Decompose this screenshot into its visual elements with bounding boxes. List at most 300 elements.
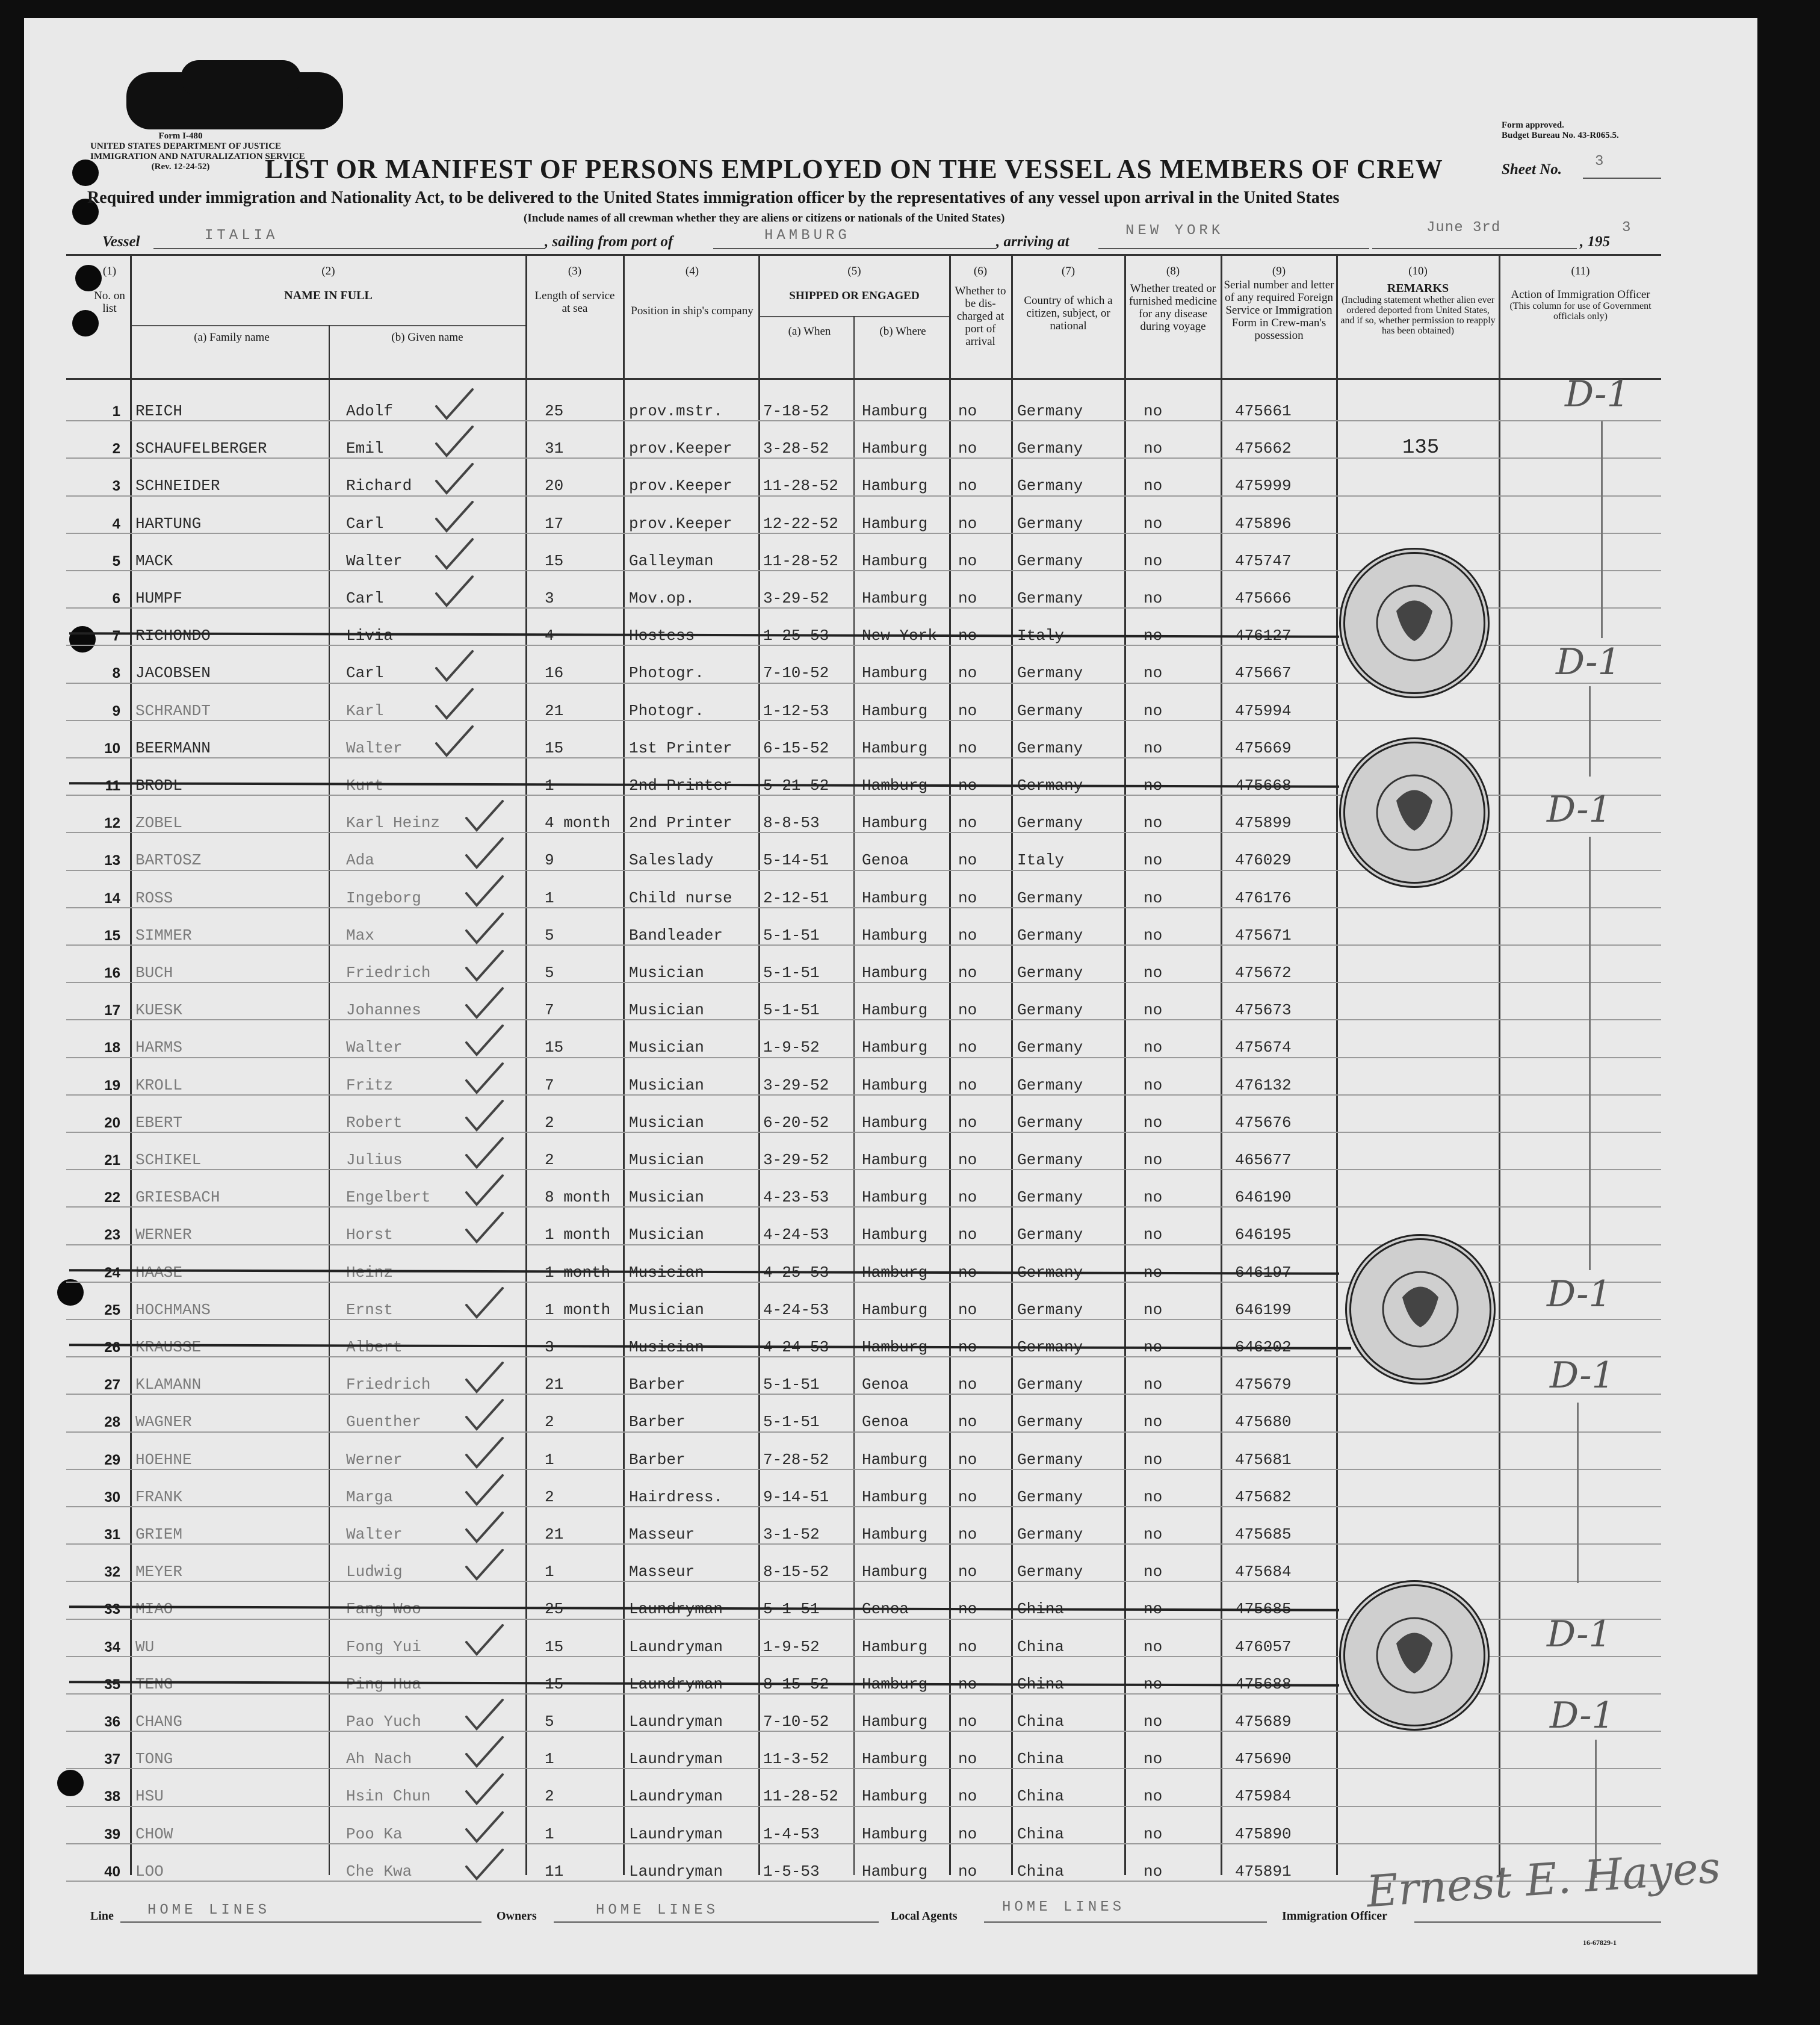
cell-medicine: no bbox=[1144, 888, 1163, 907]
cell-serial: 475896 bbox=[1235, 514, 1292, 533]
cell-where: Hamburg bbox=[862, 739, 928, 757]
col10-header bbox=[1339, 265, 1497, 336]
cell-service: 1 bbox=[545, 888, 554, 907]
col7-header bbox=[1014, 265, 1122, 332]
action-bracket bbox=[1589, 686, 1591, 777]
row-divider bbox=[66, 1543, 1661, 1545]
page-title: LIST OR MANIFEST OF PERSONS EMPLOYED ON THE VESSEL AS MEMBERS OF CREW bbox=[265, 154, 1443, 184]
cell-medicine: no bbox=[1144, 1675, 1163, 1693]
cell-family: WAGNER bbox=[135, 1413, 192, 1431]
cell-country: Germany bbox=[1017, 1151, 1083, 1169]
col5b-header: (b) Where bbox=[879, 325, 926, 338]
cell-given: Horst bbox=[346, 1226, 394, 1244]
cell-where: Hamburg bbox=[862, 888, 928, 907]
cell-discharged: no bbox=[958, 1375, 977, 1394]
cell-country: Germany bbox=[1017, 1338, 1083, 1356]
col-divider bbox=[853, 316, 855, 1875]
cell-service: 5 bbox=[545, 964, 554, 982]
cell-family: CHANG bbox=[135, 1713, 183, 1731]
cell-serial: 475685 bbox=[1235, 1525, 1292, 1543]
officer-signature: Ernest E. Hayes bbox=[1364, 1841, 1722, 1917]
cell-medicine: no bbox=[1144, 814, 1163, 833]
cell-discharged: no bbox=[958, 851, 977, 870]
cell-position: Laundryman bbox=[629, 1862, 723, 1881]
check-mark-icon bbox=[463, 1847, 506, 1884]
row-number: 13 bbox=[104, 852, 120, 869]
cell-where: Genoa bbox=[862, 851, 909, 870]
cell-serial: 475681 bbox=[1235, 1450, 1292, 1469]
cell-country: Italy bbox=[1017, 851, 1065, 870]
cell-country: Germany bbox=[1017, 514, 1083, 533]
check-mark-icon bbox=[433, 537, 475, 573]
cell-country: Germany bbox=[1017, 477, 1083, 495]
cell-service: 31 bbox=[545, 439, 564, 458]
cell-country: Germany bbox=[1017, 402, 1083, 420]
cell-country: Germany bbox=[1017, 777, 1083, 795]
row-number: 29 bbox=[104, 1451, 120, 1468]
cell-service: 11 bbox=[545, 1862, 564, 1881]
cell-serial: 475689 bbox=[1235, 1713, 1292, 1731]
cell-where: Hamburg bbox=[862, 1263, 928, 1282]
cell-family: LOO bbox=[135, 1862, 164, 1881]
cell-when: 11-28-52 bbox=[763, 551, 838, 570]
punch-hole bbox=[57, 1770, 84, 1796]
cell-service: 1 month bbox=[545, 1226, 611, 1244]
row-divider bbox=[66, 982, 1661, 983]
cell-medicine: no bbox=[1144, 701, 1163, 720]
cell-family: MIAO bbox=[135, 1600, 173, 1619]
cell-serial: 475688 bbox=[1235, 1675, 1292, 1693]
cell-medicine: no bbox=[1144, 1113, 1163, 1132]
cell-discharged: no bbox=[958, 1001, 977, 1020]
cell-family: BRODL bbox=[135, 777, 183, 795]
check-mark-icon bbox=[463, 1211, 506, 1247]
col6-number: (6) bbox=[973, 265, 988, 278]
row-number: 11 bbox=[105, 778, 120, 794]
revision: (Rev. 12-24-52) bbox=[151, 162, 210, 172]
cell-position: Laundryman bbox=[629, 1600, 723, 1619]
cell-service: 7 bbox=[545, 1076, 554, 1094]
cell-where: Hamburg bbox=[862, 814, 928, 833]
cell-when: 4-24-53 bbox=[763, 1338, 829, 1356]
row-number: 31 bbox=[104, 1527, 120, 1543]
cell-discharged: no bbox=[958, 514, 977, 533]
cell-country: Germany bbox=[1017, 664, 1083, 683]
col5a-header: (a) When bbox=[788, 325, 831, 338]
footer-agents-value: HOME LINES bbox=[1002, 1899, 1125, 1915]
check-mark-icon bbox=[463, 1099, 506, 1135]
col9-header bbox=[1223, 265, 1335, 342]
cell-family: HOCHMANS bbox=[135, 1300, 211, 1319]
cell-position: Musician bbox=[629, 1038, 704, 1057]
cell-family: TONG bbox=[135, 1750, 173, 1769]
cell-discharged: no bbox=[958, 477, 977, 495]
cell-service: 1 bbox=[545, 1563, 554, 1581]
cell-family: KROLL bbox=[135, 1076, 183, 1094]
cell-given: Fong Yui bbox=[346, 1637, 421, 1656]
cell-given: Werner bbox=[346, 1450, 403, 1469]
cell-medicine: no bbox=[1144, 1825, 1163, 1843]
check-mark-icon bbox=[433, 462, 475, 498]
year-prefix: , 195 bbox=[1580, 234, 1610, 250]
cell-serial: 475673 bbox=[1235, 1001, 1292, 1020]
cell-country: Germany bbox=[1017, 1563, 1083, 1581]
cell-when: 1-5-53 bbox=[763, 1862, 820, 1881]
col3-number: (3) bbox=[568, 265, 582, 278]
cell-medicine: no bbox=[1144, 777, 1163, 795]
cell-family: KRAUSSE bbox=[135, 1338, 202, 1356]
cell-medicine: no bbox=[1144, 1375, 1163, 1394]
row-number: 9 bbox=[112, 702, 120, 719]
cell-given: Walter bbox=[346, 739, 403, 757]
row-number: 2 bbox=[112, 441, 120, 457]
cell-serial: 475669 bbox=[1235, 739, 1292, 757]
cell-discharged: no bbox=[958, 402, 977, 420]
cell-family: FRANK bbox=[135, 1487, 183, 1506]
cell-when: 5-1-51 bbox=[763, 964, 820, 982]
cell-discharged: no bbox=[958, 888, 977, 907]
cell-service: 2 bbox=[545, 1787, 554, 1806]
cell-when: 11-28-52 bbox=[763, 1787, 838, 1806]
consulate-stamp bbox=[1339, 548, 1490, 698]
check-mark-icon bbox=[433, 500, 475, 536]
cell-position: 1st Printer bbox=[629, 739, 732, 757]
cell-given: Heinz bbox=[346, 1263, 394, 1282]
cell-where: Hamburg bbox=[862, 477, 928, 495]
row-number: 38 bbox=[104, 1788, 120, 1805]
arrival-port: NEW YORK bbox=[1125, 223, 1224, 239]
check-mark-icon bbox=[463, 1436, 506, 1472]
cell-service: 1 bbox=[545, 1450, 554, 1469]
row-number: 20 bbox=[104, 1114, 120, 1131]
cell-medicine: no bbox=[1144, 439, 1163, 458]
cell-country: Germany bbox=[1017, 1263, 1083, 1282]
form-number: Form I-480 bbox=[158, 131, 203, 141]
cell-discharged: no bbox=[958, 926, 977, 944]
row-number: 18 bbox=[104, 1040, 120, 1056]
cell-when: 5-1-51 bbox=[763, 1413, 820, 1431]
cell-when: 4-23-53 bbox=[763, 1188, 829, 1207]
cell-where: Hamburg bbox=[862, 1076, 928, 1094]
footer-owners-label: Owners bbox=[497, 1909, 537, 1923]
cell-serial: 475668 bbox=[1235, 777, 1292, 795]
col-divider bbox=[1336, 256, 1338, 1875]
row-divider bbox=[66, 1394, 1661, 1395]
footer-rule bbox=[984, 1921, 1267, 1923]
cell-medicine: no bbox=[1144, 926, 1163, 944]
cell-discharged: no bbox=[958, 739, 977, 757]
cell-medicine: no bbox=[1144, 514, 1163, 533]
row-number: 3 bbox=[112, 478, 120, 495]
cell-given: Johannes bbox=[346, 1001, 421, 1020]
cell-medicine: no bbox=[1144, 1750, 1163, 1769]
cell-given: Walter bbox=[346, 551, 403, 570]
cell-discharged: no bbox=[958, 1713, 977, 1731]
cell-given: Che Kwa bbox=[346, 1862, 412, 1881]
cell-where: Hamburg bbox=[862, 1713, 928, 1731]
cell-where: Hamburg bbox=[862, 1113, 928, 1132]
cell-serial: 475685 bbox=[1235, 1600, 1292, 1619]
cell-discharged: no bbox=[958, 439, 977, 458]
cell-given: Carl bbox=[346, 514, 384, 533]
cell-given: Richard bbox=[346, 477, 412, 495]
cell-when: 11-3-52 bbox=[763, 1750, 829, 1769]
cell-where: Hamburg bbox=[862, 402, 928, 420]
row-number: 12 bbox=[104, 815, 120, 832]
cell-when: 1-25-53 bbox=[763, 627, 829, 645]
cell-where: Hamburg bbox=[862, 1787, 928, 1806]
row-divider bbox=[66, 1768, 1661, 1769]
cell-medicine: no bbox=[1144, 627, 1163, 645]
check-mark-icon bbox=[463, 1173, 506, 1209]
cell-family: JACOBSEN bbox=[135, 664, 211, 683]
cell-when: 12-22-52 bbox=[763, 514, 838, 533]
port-rule bbox=[713, 248, 996, 249]
cell-serial: 475994 bbox=[1235, 701, 1292, 720]
cell-family: CHOW bbox=[135, 1825, 173, 1843]
col-divider bbox=[130, 256, 132, 1875]
cell-country: Germany bbox=[1017, 1188, 1083, 1207]
cell-position: 2nd Printer bbox=[629, 777, 732, 795]
cell-country: Germany bbox=[1017, 814, 1083, 833]
col9-number: (9) bbox=[1272, 265, 1286, 278]
cell-when: 7-28-52 bbox=[763, 1450, 829, 1469]
cell-where: Hamburg bbox=[862, 1226, 928, 1244]
cell-given: Walter bbox=[346, 1038, 403, 1057]
arrival-rule bbox=[1098, 248, 1369, 249]
cell-service: 15 bbox=[545, 1675, 564, 1693]
check-mark-icon bbox=[463, 1473, 506, 1509]
vessel-name: ITALIA bbox=[205, 228, 279, 244]
cell-position: Laundryman bbox=[629, 1637, 723, 1656]
cell-given: Friedrich bbox=[346, 964, 431, 982]
cell-discharged: no bbox=[958, 964, 977, 982]
cell-discharged: no bbox=[958, 664, 977, 683]
budget-bureau: Budget Bureau No. 43-R065.5. bbox=[1502, 131, 1619, 140]
row-divider bbox=[66, 1506, 1661, 1507]
cell-position: Musician bbox=[629, 1226, 704, 1244]
check-mark-icon bbox=[433, 687, 475, 723]
check-mark-icon bbox=[463, 1698, 506, 1734]
cell-given: Fang Woo bbox=[346, 1600, 421, 1619]
cell-medicine: no bbox=[1144, 477, 1163, 495]
cell-serial: 475667 bbox=[1235, 664, 1292, 683]
row-number: 17 bbox=[104, 1002, 120, 1019]
cell-serial: 646190 bbox=[1235, 1188, 1292, 1207]
cell-where: Hamburg bbox=[862, 589, 928, 607]
cell-discharged: no bbox=[958, 551, 977, 570]
row-number: 10 bbox=[104, 740, 120, 757]
cell-country: Germany bbox=[1017, 1113, 1083, 1132]
cell-position: Laundryman bbox=[629, 1750, 723, 1769]
cell-family: SCHNEIDER bbox=[135, 477, 220, 495]
row-divider bbox=[66, 1806, 1661, 1807]
row-number: 14 bbox=[104, 890, 120, 907]
torn-corner-blot bbox=[181, 60, 301, 96]
col5-header bbox=[760, 265, 949, 302]
cell-family: WERNER bbox=[135, 1226, 192, 1244]
cell-service: 15 bbox=[545, 739, 564, 757]
cell-medicine: no bbox=[1144, 589, 1163, 607]
cell-position: Musician bbox=[629, 1113, 704, 1132]
cell-given: Guenther bbox=[346, 1413, 421, 1431]
cell-discharged: no bbox=[958, 1038, 977, 1057]
cell-family: HARMS bbox=[135, 1038, 183, 1057]
cell-service: 3 bbox=[545, 589, 554, 607]
cell-position: Saleslady bbox=[629, 851, 714, 870]
col1-number: (1) bbox=[102, 265, 117, 278]
cell-country: China bbox=[1017, 1713, 1065, 1731]
cell-when: 2-12-51 bbox=[763, 888, 829, 907]
col3-label: Length of service at sea bbox=[534, 290, 615, 315]
row-divider bbox=[66, 1019, 1661, 1020]
cell-given: Adolf bbox=[346, 402, 394, 420]
cell-position: prov.Keeper bbox=[629, 514, 732, 533]
cell-service: 3 bbox=[545, 1338, 554, 1356]
row-number: 7 bbox=[112, 628, 120, 645]
stamp-eagle-icon bbox=[1351, 1240, 1490, 1378]
col-divider bbox=[329, 325, 330, 1875]
cell-country: Germany bbox=[1017, 1450, 1083, 1469]
cell-when: 3-28-52 bbox=[763, 439, 829, 458]
cell-serial: 476132 bbox=[1235, 1076, 1292, 1094]
cell-where: Hamburg bbox=[862, 701, 928, 720]
cell-country: China bbox=[1017, 1675, 1065, 1693]
col4-header bbox=[629, 265, 755, 317]
cell-medicine: no bbox=[1144, 1038, 1163, 1057]
cell-discharged: no bbox=[958, 1076, 977, 1094]
subtitle: Required under immigration and Nationality Act, to be delivered to the United States immigration officer by the representatives of any vessel upon arrival in the United States bbox=[87, 188, 1340, 207]
cell-serial: 646195 bbox=[1235, 1226, 1292, 1244]
cell-where: Hamburg bbox=[862, 664, 928, 683]
print-code: 16-67829-1 bbox=[1583, 1938, 1617, 1947]
cell-serial: 475684 bbox=[1235, 1563, 1292, 1581]
col11-label: Action of Immigration Officer bbox=[1511, 288, 1650, 301]
row-number: 1 bbox=[112, 403, 120, 420]
cell-service: 2 bbox=[545, 1487, 554, 1506]
cell-discharged: no bbox=[958, 1825, 977, 1843]
cell-service: 15 bbox=[545, 1637, 564, 1656]
check-mark-icon bbox=[433, 724, 475, 760]
cell-discharged: no bbox=[958, 1450, 977, 1469]
cell-service: 5 bbox=[545, 926, 554, 944]
cell-position: Musician bbox=[629, 1263, 704, 1282]
form-approved: Form approved. bbox=[1502, 120, 1564, 130]
cell-where: Genoa bbox=[862, 1375, 909, 1394]
row-number: 36 bbox=[104, 1714, 120, 1730]
sheet-label: Sheet No. bbox=[1502, 161, 1562, 178]
cell-position: Laundryman bbox=[629, 1713, 723, 1731]
cell-serial: 475999 bbox=[1235, 477, 1292, 495]
cell-family: SCHIKEL bbox=[135, 1151, 202, 1169]
cell-family: ROSS bbox=[135, 888, 173, 907]
col11-header bbox=[1502, 265, 1659, 321]
cell-family: BARTOSZ bbox=[135, 851, 202, 870]
cell-country: Italy bbox=[1017, 627, 1065, 645]
cell-discharged: no bbox=[958, 1300, 977, 1319]
col4-number: (4) bbox=[685, 265, 699, 278]
cell-serial: 475690 bbox=[1235, 1750, 1292, 1769]
col11-number: (11) bbox=[1571, 265, 1590, 278]
check-mark-icon bbox=[463, 911, 506, 947]
cell-given: Karl bbox=[346, 701, 384, 720]
cell-service: 9 bbox=[545, 851, 554, 870]
cell-discharged: no bbox=[958, 1413, 977, 1431]
cell-country: Germany bbox=[1017, 1487, 1083, 1506]
cell-family: HSU bbox=[135, 1787, 164, 1806]
cell-given: Ingeborg bbox=[346, 888, 421, 907]
cell-discharged: no bbox=[958, 814, 977, 833]
cell-medicine: no bbox=[1144, 1076, 1163, 1094]
row-number: 25 bbox=[104, 1301, 120, 1318]
row-number: 8 bbox=[112, 665, 120, 682]
footer-rule bbox=[554, 1921, 879, 1923]
cell-where: Hamburg bbox=[862, 1862, 928, 1881]
row-number: 19 bbox=[104, 1077, 120, 1094]
cell-serial: 476127 bbox=[1235, 627, 1292, 645]
cell-country: Germany bbox=[1017, 551, 1083, 570]
col-divider bbox=[623, 256, 625, 1875]
cell-where: Hamburg bbox=[862, 1001, 928, 1020]
cell-position: Barber bbox=[629, 1450, 686, 1469]
cell-where: Hamburg bbox=[862, 1038, 928, 1057]
cell-where: Hamburg bbox=[862, 1151, 928, 1169]
cell-given: Carl bbox=[346, 664, 384, 683]
cell-medicine: no bbox=[1144, 1338, 1163, 1356]
cell-country: China bbox=[1017, 1637, 1065, 1656]
cell-service: 2 bbox=[545, 1113, 554, 1132]
cell-family: SCHRANDT bbox=[135, 701, 211, 720]
cell-position: Musician bbox=[629, 1001, 704, 1020]
row-divider bbox=[66, 1057, 1661, 1058]
col5-label: SHIPPED OR ENGAGED bbox=[789, 290, 920, 302]
check-mark-icon bbox=[463, 1623, 506, 1659]
cell-given: Ping Hua bbox=[346, 1675, 421, 1693]
cell-discharged: no bbox=[958, 1151, 977, 1169]
cell-when: 8-15-52 bbox=[763, 1675, 829, 1693]
cell-position: Hairdress. bbox=[629, 1487, 723, 1506]
cell-medicine: no bbox=[1144, 1487, 1163, 1506]
cell-serial: 646197 bbox=[1235, 1263, 1292, 1282]
cell-medicine: no bbox=[1144, 1001, 1163, 1020]
cell-family: HUMPF bbox=[135, 589, 183, 607]
cell-service: 4 bbox=[545, 627, 554, 645]
cell-discharged: no bbox=[958, 1637, 977, 1656]
cell-discharged: no bbox=[958, 1750, 977, 1769]
check-mark-icon bbox=[463, 799, 506, 835]
cell-discharged: no bbox=[958, 777, 977, 795]
sailing-port: HAMBURG bbox=[764, 228, 850, 244]
cell-service: 15 bbox=[545, 551, 564, 570]
cell-country: Germany bbox=[1017, 964, 1083, 982]
cell-service: 1 bbox=[545, 777, 554, 795]
cell-medicine: no bbox=[1144, 1713, 1163, 1731]
col10-number: (10) bbox=[1408, 265, 1428, 278]
cell-country: China bbox=[1017, 1787, 1065, 1806]
row-number: 30 bbox=[104, 1489, 120, 1506]
cell-discharged: no bbox=[958, 627, 977, 645]
cell-position: Musician bbox=[629, 1076, 704, 1094]
col2a-header: (a) Family name bbox=[194, 331, 270, 344]
cell-when: 5-21-52 bbox=[763, 777, 829, 795]
cell-family: HAASE bbox=[135, 1263, 183, 1282]
cell-when: 3-1-52 bbox=[763, 1525, 820, 1543]
cell-position: Musician bbox=[629, 1338, 704, 1356]
cell-service: 21 bbox=[545, 1525, 564, 1543]
consulate-stamp bbox=[1339, 737, 1490, 888]
cell-when: 1-9-52 bbox=[763, 1637, 820, 1656]
check-mark-icon bbox=[463, 1286, 506, 1322]
